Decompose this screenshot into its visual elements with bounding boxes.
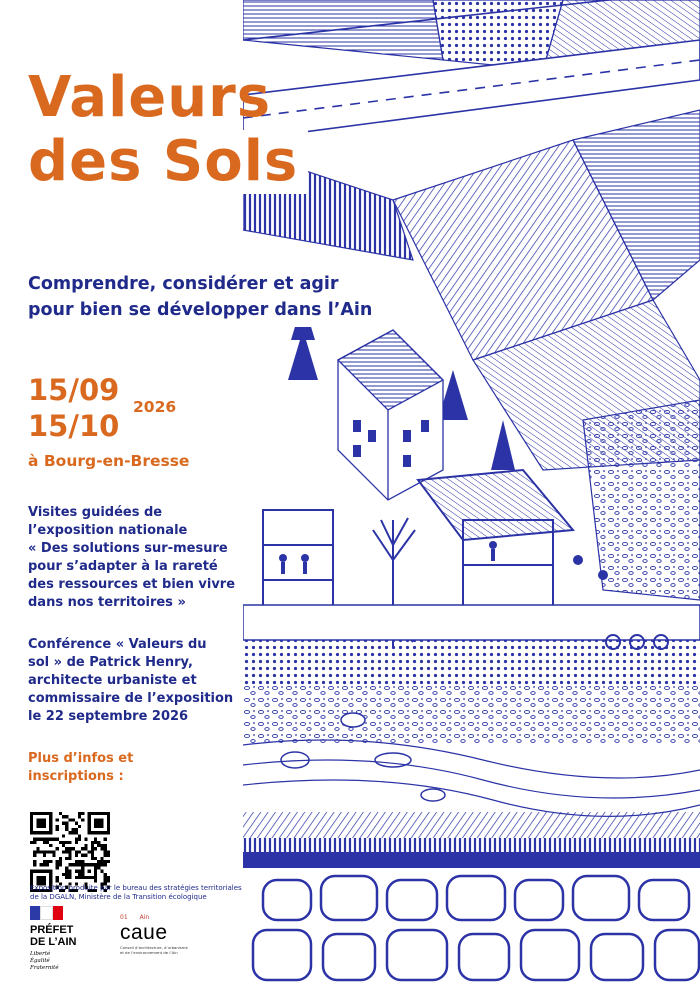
end-date: 15/10 [28,409,120,443]
conference-line: Conférence « Valeurs du [28,637,207,652]
visits-line: l’exposition nationale [28,523,188,538]
more-info-label [28,750,133,786]
prefet-name-line-2: DE L’AIN [30,936,77,948]
title-line-2: des Sols [28,130,308,194]
event-year: 2026 [133,398,177,416]
prefet-name-line-1: PRÉFET [30,924,74,936]
event-city: à Bourg-en-Bresse [28,452,190,470]
subtitle-line-2: pour bien se développer dans l’Ain [28,300,373,320]
exhibition-credit [30,884,242,902]
caue-desc-line-1: Conseil d’architecture, d’urbanisme [120,945,188,950]
credit-line-2: de la DGALN, Ministère de la Transition écologique [30,893,207,901]
prefet-logo [30,906,110,972]
conference-line: sol » de Patrick Henry, [28,655,193,670]
caue-wordmark: caue [120,921,168,944]
caue-logo [120,914,230,955]
conference-line: commissaire de l’exposition [28,691,234,706]
start-date: 15/09 [28,373,120,407]
poster-subtitle [28,271,418,327]
motto-fraternite: Fraternité [30,965,59,971]
conference-line: le 22 septembre 2026 [28,709,189,724]
visits-line: « Des solutions sur-mesure [28,541,228,556]
more-info-line-2: inscriptions : [28,769,124,784]
visits-line: pour s’adapter à la rareté [28,559,218,574]
title-line-1: Valeurs [28,65,272,130]
motto-liberte: Liberté [30,951,51,957]
motto-egalite: Égalité [30,958,50,964]
caue-desc-line-2: et de l’environnement de l’Ain [120,950,178,955]
visits-line: dans nos territoires » [28,595,186,610]
visits-description [28,504,250,612]
visits-line: des ressources et bien vivre [28,577,236,592]
qr-code[interactable] [30,812,110,892]
conference-line: architecte urbaniste et [28,673,197,688]
conference-description [28,636,250,726]
french-flag-icon [30,906,63,920]
more-info-line-1: Plus d’infos et [28,751,134,766]
credit-line-1: Exposition produite par le bureau des stratégies territoriales [30,884,242,892]
subtitle-line-1: Comprendre, considérer et agir [28,274,339,294]
caue-number: 01 [120,914,128,921]
visits-line: Visites guidées de [28,505,163,520]
event-dates [28,372,189,474]
caue-dept: Ain [139,914,150,921]
poster-title [28,66,388,194]
